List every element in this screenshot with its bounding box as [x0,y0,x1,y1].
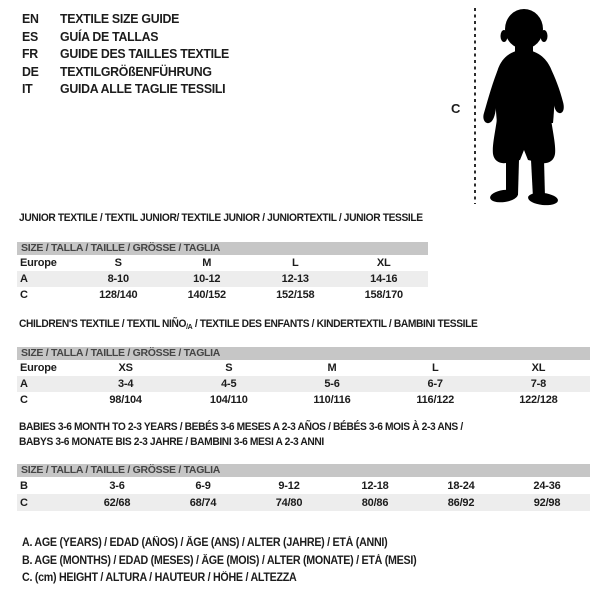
section-title-babies [19,420,463,450]
table-cell: 9-12 [278,479,300,492]
table-cell: 86/92 [447,496,475,509]
table-cell: 12-18 [361,479,389,492]
table-cell: 3-6 [109,479,125,492]
language-code: DE [22,63,39,79]
table-cell: 92/98 [533,496,561,509]
language-row [22,80,229,98]
language-code: FR [22,46,38,62]
table-cell: 6-7 [427,378,443,390]
table-row [17,271,428,287]
row-label: C [20,394,28,406]
legend-line-a: A. AGE (YEARS) / EDAD (AÑOS) / ÂGE (ANS) / ALTER (JAHRE) / ETÀ (ANNI) [22,537,388,549]
table-cell: 8-10 [107,273,129,285]
table-cell: 5-6 [324,378,340,390]
table-cell: 152/158 [276,289,315,301]
section-title-text: CHILDREN'S TEXTILE / TEXTIL NIÑO [19,318,187,330]
language-title: GUIDE DES TAILLES TEXTILE [60,46,229,62]
table-cell: 3-4 [117,378,134,390]
language-title: TEXTILE SIZE GUIDE [60,11,180,27]
legend-line-b: B. AGE (MONTHS) / EDAD (MESES) / ÂGE (MOIS) / ALTER (MONATE) / ETÀ (MESI) [22,554,417,567]
language-code: ES [22,28,38,44]
row-label: Europe [20,257,57,269]
size-table-body [17,360,590,408]
language-row [22,45,229,63]
language-row [22,28,229,46]
size-table-body [17,477,590,511]
baby-silhouette-icon [478,7,570,207]
legend-line-c: C. (cm) HEIGHT / ALTURA / HAUTEUR / HÖHE / ALTEZZA [22,572,297,584]
size-table-children [17,347,590,408]
section-title-line: BABYS 3-6 MONATE BIS 2-3 JAHRE / BAMBINI 3-6 MESI A 2-3 ANNI [19,436,324,448]
size-table-header: SIZE / TALLA / TAILLE / GRÖSSE / TAGLIA [17,242,428,255]
table-cell: 4-5 [221,378,237,390]
table-row [17,376,590,392]
language-code: EN [22,11,39,27]
language-code: IT [22,81,33,97]
section-title-children [19,317,477,334]
table-cell: 12-13 [281,273,309,285]
language-title: GUÍA DE TALLAS [60,28,159,44]
language-title: TEXTILGRÖßENFÜHRUNG [60,63,212,79]
row-label: B [20,479,28,492]
table-cell: M [327,362,337,374]
table-cell: 122/128 [519,394,558,406]
size-table-header: SIZE / TALLA / TAILLE / GRÖSSE / TAGLIA [17,347,590,360]
table-row [17,392,590,408]
table-cell: 18-24 [447,479,475,492]
table-cell: 158/170 [364,289,403,301]
table-cell: 7-8 [530,378,547,390]
table-cell: 80/86 [361,496,389,509]
table-cell: 10-12 [193,273,221,285]
table-cell: XL [376,257,391,269]
size-table-babies [17,464,590,511]
row-label: A [20,273,28,285]
table-cell: M [202,257,212,269]
table-cell: 140/152 [187,289,226,301]
section-title-text: / TEXTILE DES ENFANTS / KINDERTEXTIL / BAMBINI TESSILE [192,318,478,330]
table-row [17,494,590,511]
table-cell: 14-16 [370,273,398,285]
table-cell: XS [118,362,133,374]
table-row [17,360,590,376]
table-row [17,287,428,303]
row-label: Europe [20,362,57,374]
language-title-list [22,10,240,98]
table-row [17,255,428,271]
table-cell: 98/104 [109,394,142,406]
language-row [22,63,229,81]
table-cell: 6-9 [195,479,211,492]
table-cell: 74/80 [275,496,303,509]
table-cell: 128/140 [99,289,138,301]
size-table-header: SIZE / TALLA / TAILLE / GRÖSSE / TAGLIA [17,464,590,477]
language-row [22,10,229,28]
language-title: GUIDA ALLE TAGLIE TESSILI [60,81,226,97]
table-row [17,477,590,494]
table-cell: L [291,257,299,269]
section-title-junior: JUNIOR TEXTILE / TEXTIL JUNIOR/ TEXTILE JUNIOR / JUNIORTEXTIL / JUNIOR TESSILE [19,212,423,224]
table-cell: S [114,257,122,269]
table-cell: 116/122 [416,394,455,406]
table-cell: 104/110 [209,394,248,406]
table-cell: 62/68 [103,496,131,509]
row-label: C [20,289,28,301]
table-cell: L [431,362,439,374]
height-marker-label: C [451,101,461,116]
table-cell: 110/116 [313,394,351,406]
measurement-legend [22,537,446,590]
table-cell: XL [531,362,546,374]
size-table-body [17,255,428,303]
section-title-subscript: /A [186,322,193,331]
row-label: C [20,496,28,509]
row-label: A [20,378,28,390]
section-title-line: BABIES 3-6 MONTH TO 2-3 YEARS / BEBÉS 3-6 MESES A 2-3 AÑOS / BÉBÉS 3-6 MOIS À 2-3 ANS / [19,421,463,433]
table-cell: S [225,362,233,374]
size-table-junior [17,242,428,303]
table-cell: 24-36 [533,479,561,492]
height-measure-line [474,8,476,204]
table-cell: 68/74 [189,496,217,509]
